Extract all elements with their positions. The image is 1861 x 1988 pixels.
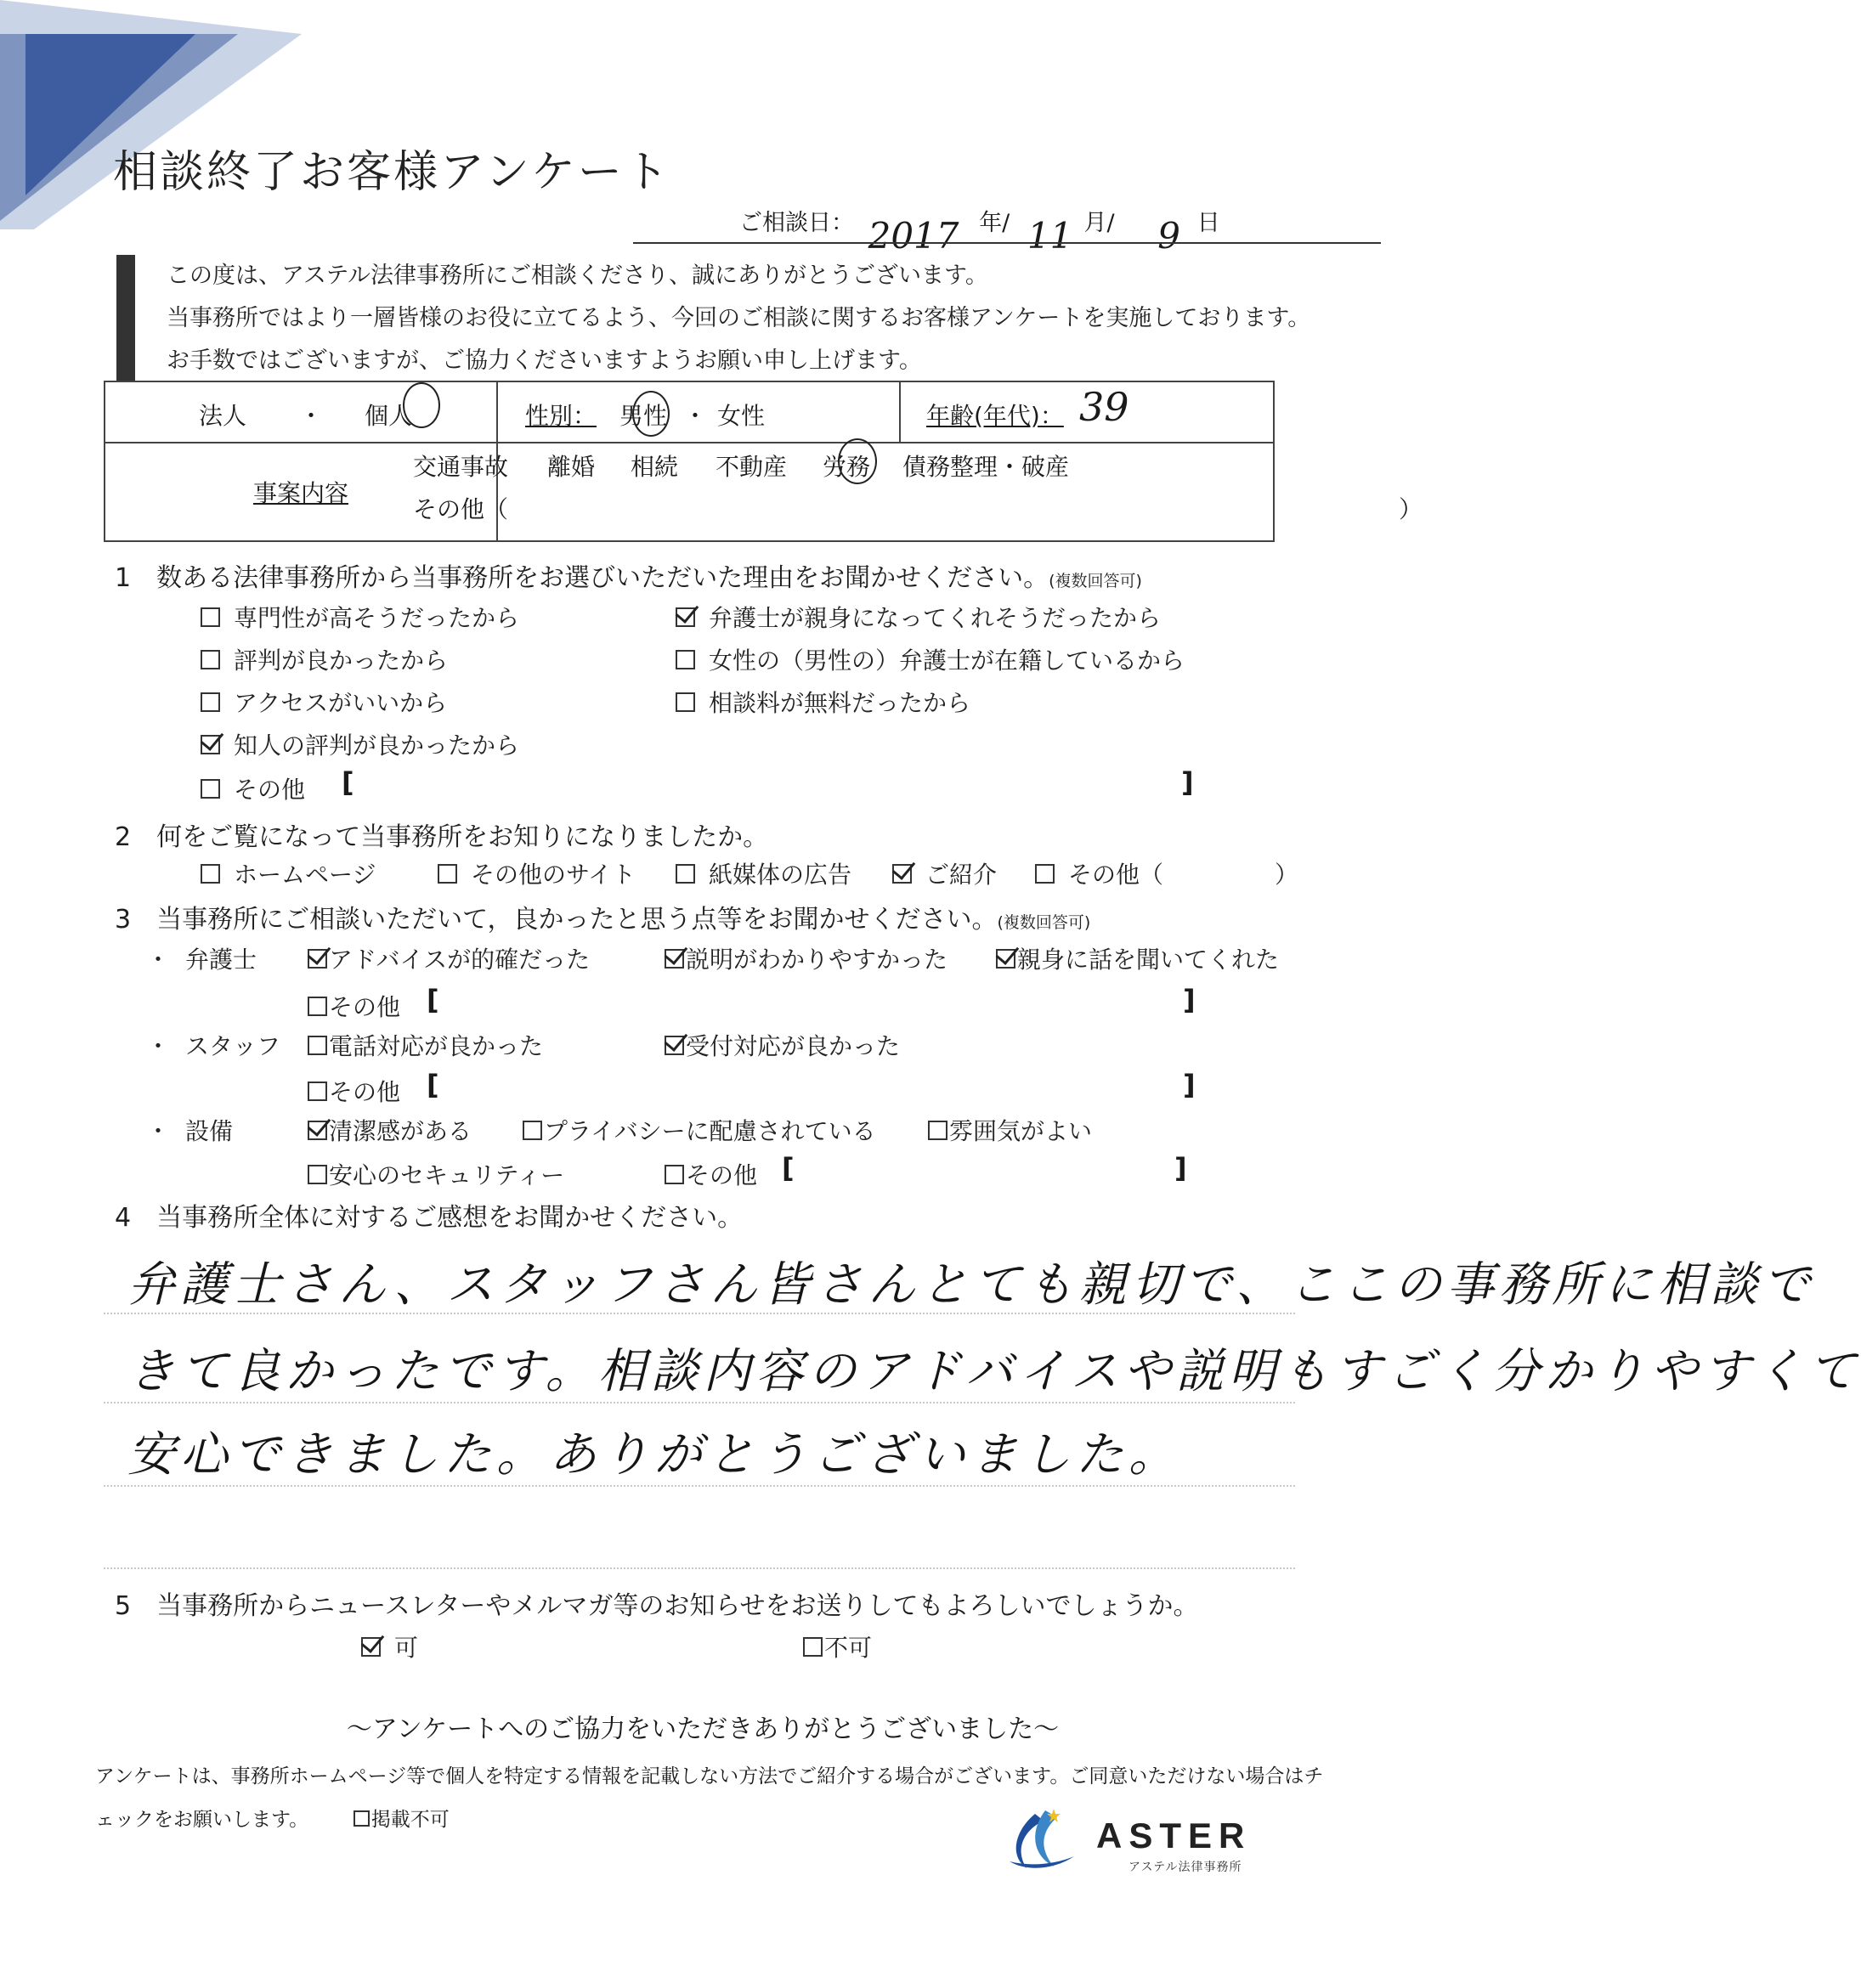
checkbox[interactable] xyxy=(676,650,695,669)
intro-line-3: お手数ではございますが、ご協力くださいますようお願い申し上げます。 xyxy=(167,347,922,374)
option-label: アドバイスが的確だった xyxy=(329,946,591,974)
q1-option-free[interactable] xyxy=(676,685,970,719)
option-label: 説明がわかりやすかった xyxy=(686,946,948,974)
checkbox[interactable] xyxy=(308,1036,327,1055)
q3-lawyer-listening[interactable] xyxy=(996,941,1279,975)
aster-logo-icon xyxy=(1001,1805,1079,1873)
page-title: 相談終了お客様アンケート xyxy=(113,147,671,198)
option-label: 評判が良かったから xyxy=(234,647,449,675)
checkbox[interactable] xyxy=(676,864,695,884)
client-type-corp: 法人 xyxy=(199,402,247,430)
selected-circle-mark xyxy=(838,438,877,484)
option-label: 安心のセキュリティー xyxy=(329,1161,565,1189)
checkbox-checked[interactable] xyxy=(996,949,1015,969)
option-label: 女性の（男性の）弁護士が在籍しているから xyxy=(709,647,1185,675)
q2-option-other[interactable] xyxy=(1035,856,1163,890)
option-label: 専門性が高そうだったから xyxy=(234,604,520,632)
checkbox[interactable] xyxy=(308,1165,327,1184)
checkbox-checked[interactable] xyxy=(892,864,912,884)
q3-staff-reception[interactable] xyxy=(665,1028,900,1062)
q3-lawyer-label: 弁護士 xyxy=(185,946,257,974)
option-label: その他 xyxy=(686,1161,758,1189)
option-label: 相談料が無料だったから xyxy=(709,689,971,717)
option-label: 弁護士が親身になってくれそうだったから xyxy=(709,604,1162,632)
q2-option-other-site[interactable] xyxy=(438,856,636,890)
notice-text: ェックをお願いします。 xyxy=(95,1809,309,1831)
option-label: その他（ xyxy=(1068,861,1164,889)
case-inheritance: 相続 xyxy=(631,453,679,481)
gender-male: 男性 xyxy=(619,402,668,430)
option-label: 受付対応が良かった xyxy=(686,1032,901,1060)
option-label: ご紹介 xyxy=(925,861,998,889)
q3-facility-privacy[interactable] xyxy=(523,1113,876,1147)
q1-option-other[interactable] xyxy=(201,771,305,805)
q2-option-referral[interactable] xyxy=(892,856,997,890)
client-type-person: 個人 xyxy=(365,402,413,430)
age-cell xyxy=(900,381,1274,443)
info-table xyxy=(104,381,1423,542)
aster-logo xyxy=(1001,1805,1290,1882)
case-other: その他（ xyxy=(413,495,509,523)
option-label: 雰囲気がよい xyxy=(949,1117,1093,1145)
gender-cell xyxy=(497,381,900,443)
q1-bracket-open: [ xyxy=(342,766,354,799)
q3-staff-phone[interactable] xyxy=(308,1028,543,1062)
checkbox-checked[interactable] xyxy=(676,607,695,627)
q1-option-access[interactable] xyxy=(201,685,447,719)
publication-notice-line-1: アンケートは、事務所ホームページ等で個人を特定する情報を記載しない方法でご紹介する場合がございます。ご同意いただけない場合はチ xyxy=(95,1765,1324,1788)
q2-option-print-ad[interactable] xyxy=(676,856,851,890)
date-month: 11 xyxy=(1027,215,1073,257)
q3-note: (複数回答可) xyxy=(997,913,1091,932)
age-label: 年齢(年代)： xyxy=(926,402,1064,430)
q3-facility-atmosphere[interactable] xyxy=(928,1113,1092,1147)
option-label: その他 xyxy=(329,993,401,1021)
q1-heading xyxy=(115,556,1142,594)
checkbox[interactable] xyxy=(928,1121,947,1140)
option-label: その他 xyxy=(329,1078,401,1106)
gender-label: 性別： xyxy=(525,402,597,430)
selected-circle-mark xyxy=(403,382,440,428)
case-divorce: 離婚 xyxy=(547,453,596,481)
option-label: 親身に話を聞いてくれた xyxy=(1017,946,1280,974)
q3-facility-label: 設備 xyxy=(185,1117,234,1145)
option-label: 知人の評判が良かったから xyxy=(234,731,520,760)
date-day: 9 xyxy=(1157,215,1180,257)
q1-title: 1 数ある法律事務所から当事務所をお選びいただいた理由をお聞かせください。 xyxy=(115,563,1049,593)
case-other-close: ） xyxy=(1399,495,1423,523)
q3-staff-bracket-close: ] xyxy=(1183,1069,1196,1101)
q3-lawyer-explanation[interactable] xyxy=(665,941,947,975)
q3-staff-label: スタッフ xyxy=(185,1032,281,1060)
no-publish-checkbox[interactable] xyxy=(354,1810,370,1827)
publication-notice-line-2 xyxy=(95,1804,450,1832)
option-label: プライバシーに配慮されている xyxy=(544,1117,876,1145)
option-label: 電話対応が良かった xyxy=(329,1032,544,1060)
logo-text: ASTER xyxy=(1096,1816,1252,1855)
gender-female: 女性 xyxy=(717,402,766,430)
q1-option-expertise[interactable] xyxy=(201,600,519,634)
logo-subtext: アステル法律事務所 xyxy=(1128,1861,1242,1874)
checkbox[interactable] xyxy=(201,607,220,627)
q2-title: 2 何をご覧になって当事務所をお知りになりましたか。 xyxy=(115,822,769,852)
case-label: 事案内容 xyxy=(252,479,348,507)
q3-facility-bracket-close: ] xyxy=(1174,1152,1187,1184)
q4-answer-line-2: きて良かったです。相談内容のアドバイスや説明もすごく分かりやすくて xyxy=(127,1344,1861,1399)
client-type-cell xyxy=(105,381,497,443)
option-label: アクセスがいいから xyxy=(234,689,448,717)
answer-line xyxy=(104,1567,1295,1569)
date-month-unit: 月/ xyxy=(1083,210,1115,236)
checkbox[interactable] xyxy=(803,1637,823,1657)
q1-option-gender-lawyer[interactable] xyxy=(676,642,1185,676)
bullet: ・ xyxy=(146,1117,171,1145)
no-publish-label: 掲載不可 xyxy=(371,1809,450,1831)
checkbox[interactable] xyxy=(201,692,220,712)
intro-line-2: 当事務所ではより一層皆様のお役に立てるよう、今回のご相談に関するお客様アンケートを実施しております。 xyxy=(167,305,1311,331)
age-value: 39 xyxy=(1079,384,1129,430)
checkbox[interactable] xyxy=(1035,864,1055,884)
option-label: 不可 xyxy=(824,1634,873,1662)
answer-line xyxy=(104,1485,1295,1487)
option-label: その他 xyxy=(234,776,306,804)
case-traffic: 交通事故 xyxy=(413,453,509,481)
q2-close: ） xyxy=(1275,861,1299,889)
q3-facility-clean[interactable] xyxy=(308,1113,472,1147)
checkbox[interactable] xyxy=(308,997,327,1016)
intro-line-1: この度は、アステル法律事務所にご相談くださり、誠にありがとうございます。 xyxy=(167,263,988,289)
q3-heading xyxy=(115,898,1090,935)
checkbox-checked[interactable] xyxy=(308,1121,327,1140)
checkbox[interactable] xyxy=(308,1082,327,1101)
case-options-cell xyxy=(413,443,1423,541)
q3-title: 3 当事務所にご相談いただいて，良かったと思う点等をお聞かせください。 xyxy=(115,905,998,935)
q4-answer-line-3: 安心できました。ありがとうございました。 xyxy=(127,1427,1181,1483)
closing-thanks: ～アンケートへのご協力をいただきありがとうございました～ xyxy=(346,1714,1060,1744)
date-label: ご相談日： xyxy=(739,210,854,236)
case-real-estate: 不動産 xyxy=(716,453,788,481)
bullet: ・ xyxy=(146,1032,171,1060)
option-label: 清潔感がある xyxy=(329,1117,472,1145)
q3-staff-other[interactable] xyxy=(308,1074,400,1108)
case-debt: 債務整理・破産 xyxy=(902,453,1070,481)
q3-lawyer-bracket-open: [ xyxy=(427,984,439,1016)
q1-note: (複数回答可) xyxy=(1049,572,1142,590)
checkbox[interactable] xyxy=(676,692,695,712)
q2-option-homepage[interactable] xyxy=(201,856,376,890)
checkbox[interactable] xyxy=(201,779,220,799)
case-labor: 労務 xyxy=(823,453,871,481)
q1-option-caring-lawyer[interactable] xyxy=(676,600,1161,634)
q1-option-acquaintance[interactable] xyxy=(201,727,519,761)
client-type-separator: ・ xyxy=(299,402,324,430)
gender-separator: ・ xyxy=(683,402,708,430)
checkbox-checked[interactable] xyxy=(201,735,220,754)
date-underline xyxy=(633,242,1381,244)
q4-answer-line-1: 弁護士さん、スタッフさん皆さんとても親切で、ここの事務所に相談で xyxy=(127,1257,1816,1313)
answer-line xyxy=(104,1402,1295,1403)
q4-title: 4 当事務所全体に対するご感想をお聞かせください。 xyxy=(115,1203,744,1233)
q1-option-reputation[interactable] xyxy=(201,642,448,676)
q3-facility-bracket-open: [ xyxy=(782,1152,795,1184)
option-label: その他のサイト xyxy=(471,861,636,889)
checkbox[interactable] xyxy=(438,864,457,884)
bullet: ・ xyxy=(146,946,171,974)
option-label: 可 xyxy=(394,1634,419,1662)
date-year: 2017 xyxy=(868,215,959,257)
checkbox[interactable] xyxy=(201,650,220,669)
q3-facility-other[interactable] xyxy=(665,1157,757,1191)
date-year-unit: 年/ xyxy=(979,210,1010,236)
checkbox[interactable] xyxy=(523,1121,542,1140)
q1-bracket-close: ] xyxy=(1181,766,1194,799)
q5-title: 5 当事務所からニュースレターやメルマガ等のお知らせをお送りしてもよろしいでしょうか。 xyxy=(115,1591,1199,1621)
consultation-date xyxy=(739,204,1220,257)
selected-circle-mark xyxy=(632,391,670,437)
checkbox[interactable] xyxy=(201,864,220,884)
checkbox[interactable] xyxy=(665,1165,684,1184)
checkbox-checked[interactable] xyxy=(665,1036,684,1055)
intro-bar xyxy=(116,255,135,381)
q5-option-no[interactable] xyxy=(803,1629,872,1663)
q3-lawyer-other[interactable] xyxy=(308,989,400,1023)
q3-lawyer-advice[interactable] xyxy=(308,941,590,975)
q5-option-yes[interactable] xyxy=(361,1629,418,1663)
checkbox-checked[interactable] xyxy=(308,949,327,969)
option-label: 紙媒体の広告 xyxy=(709,861,852,889)
option-label: ホームページ xyxy=(234,861,376,889)
q3-facility-security[interactable] xyxy=(308,1157,564,1191)
checkbox-checked[interactable] xyxy=(665,949,684,969)
q3-lawyer-bracket-close: ] xyxy=(1183,984,1196,1016)
checkbox-checked[interactable] xyxy=(361,1637,381,1657)
date-day-unit: 日 xyxy=(1196,210,1220,236)
q3-staff-bracket-open: [ xyxy=(427,1069,439,1101)
